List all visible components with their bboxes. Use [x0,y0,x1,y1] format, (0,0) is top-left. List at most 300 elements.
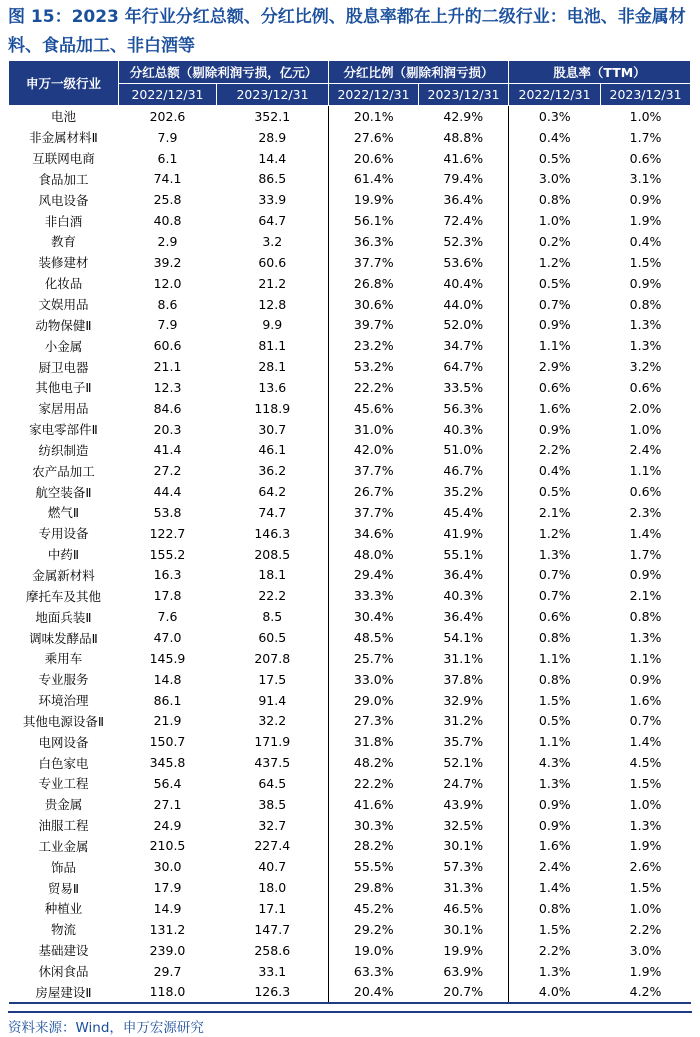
dividend-2023-cell: 22.2 [258,588,287,604]
payout-2023-cell: 42.9% [443,108,484,124]
table-row [9,856,691,877]
payout-2022-cell: 37.7% [329,460,419,481]
table-row [9,314,691,335]
payout-2023-cell: 35.2% [443,484,484,500]
payout-2022-cell: 22.2% [329,773,419,794]
industry-name-cell: 化妆品 [44,276,83,292]
payout-2023-cell: 32.5% [443,817,484,833]
dividend-2023-cell: 146.3 [254,525,291,541]
industry-name-cell: 互联网电商 [32,151,95,167]
industry-name-cell: 家电零部件Ⅱ [29,422,98,438]
payout-2023-cell: 44.0% [443,296,484,312]
yield-2022-cell: 0.6% [509,377,601,398]
payout-2022-cell: 27.3% [329,710,419,731]
table-row [9,565,691,586]
yield-2022-cell: 1.3% [509,773,601,794]
payout-2023-cell: 72.4% [443,213,484,229]
yield-2023-cell: 2.0% [629,400,662,416]
yield-2023-cell: 1.3% [629,317,662,333]
dividend-2023-cell: 21.2 [258,275,287,291]
payout-2022-cell: 19.9% [329,189,419,210]
yield-2023-cell: 0.8% [629,609,662,625]
industry-name-cell: 航空装备Ⅱ [35,484,92,500]
yield-2023-cell: 1.7% [629,546,662,562]
payout-2022-cell: 29.2% [329,919,419,940]
payout-2023-cell: 37.8% [443,671,484,687]
dividend-2022-cell: 40.8 [153,213,182,229]
figure-title: 图 15：2023 年行业分红总额、分红比例、股息率都在上升的二级行业：电池、非金属材料、食品加工、非白酒等 [8,7,686,56]
table-row [9,106,691,127]
industry-name-cell: 贵金属 [44,797,83,813]
table-row [9,460,691,481]
dividend-2023-cell: 147.7 [254,921,291,937]
table-row [9,606,691,627]
payout-2022-cell: 20.1% [329,106,419,127]
payout-2022-cell: 37.7% [329,252,419,273]
dividend-2023-cell: 14.4 [258,150,287,166]
industry-name-cell: 教育 [50,234,76,250]
industry-name-cell: 基础建设 [38,943,89,959]
yield-2022-cell: 1.6% [509,836,601,857]
payout-2023-cell: 34.7% [443,338,484,354]
industry-name-cell: 文娱用品 [38,297,89,313]
payout-2023-cell: 40.4% [443,275,484,291]
yield-2022-cell: 1.1% [509,648,601,669]
payout-2022-cell: 28.2% [329,836,419,857]
industry-name-cell: 燃气Ⅱ [47,505,80,521]
yield-2022-cell: 0.8% [509,189,601,210]
yield-2022-cell: 0.8% [509,898,601,919]
payout-2022-cell: 22.2% [329,377,419,398]
table-row [9,127,691,148]
payout-2023-cell: 41.6% [443,150,484,166]
header-date: 2022/12/31 [119,84,217,106]
payout-2022-cell: 20.6% [329,148,419,169]
payout-2023-cell: 53.6% [443,254,484,270]
table-row [9,690,691,711]
yield-2023-cell: 2.3% [629,504,662,520]
table-row [9,440,691,461]
payout-2022-cell: 33.0% [329,669,419,690]
dividend-2023-cell: 32.7 [258,817,287,833]
table-row [9,169,691,190]
dividend-2023-cell: 60.6 [258,254,287,270]
payout-2023-cell: 54.1% [443,630,484,646]
payout-2022-cell: 42.0% [329,440,419,461]
industry-name-cell: 环境治理 [38,693,89,709]
payout-2022-cell: 19.0% [329,940,419,961]
yield-2023-cell: 1.6% [629,692,662,708]
payout-2023-cell: 24.7% [443,775,484,791]
yield-2022-cell: 1.2% [509,252,601,273]
payout-2023-cell: 30.1% [443,921,484,937]
yield-2022-cell: 4.0% [509,981,601,1003]
industry-name-cell: 休闲食品 [38,964,89,980]
payout-2023-cell: 48.8% [443,129,484,145]
dividend-2022-cell: 14.9 [153,900,182,916]
source-note: 资料来源：Wind，申万宏源研究 [8,1011,692,1036]
yield-2022-cell: 2.2% [509,440,601,461]
yield-2022-cell: 1.3% [509,544,601,565]
table-row [9,752,691,773]
yield-2023-cell: 1.5% [629,880,662,896]
payout-2022-cell: 37.7% [329,502,419,523]
yield-2022-cell: 2.1% [509,502,601,523]
payout-2023-cell: 32.9% [443,692,484,708]
dividend-2022-cell: 60.6 [153,338,182,354]
table-row [9,627,691,648]
dividend-2023-cell: 118.9 [254,400,291,416]
dividend-2022-cell: 39.2 [153,254,182,270]
payout-2023-cell: 79.4% [443,171,484,187]
payout-2023-cell: 33.5% [443,379,484,395]
yield-2022-cell: 0.5% [509,481,601,502]
table-row [9,502,691,523]
yield-2022-cell: 1.0% [509,210,601,231]
yield-2022-cell: 0.5% [509,710,601,731]
yield-2023-cell: 0.8% [629,296,662,312]
table-row [9,877,691,898]
payout-2022-cell: 30.3% [329,815,419,836]
dividend-2023-cell: 208.5 [254,546,291,562]
yield-2023-cell: 2.4% [629,442,662,458]
dividend-2023-cell: 32.2 [258,713,287,729]
payout-2022-cell: 29.8% [329,877,419,898]
dividend-2023-cell: 60.5 [258,630,287,646]
dividend-2022-cell: 27.1 [153,796,182,812]
yield-2023-cell: 1.3% [629,338,662,354]
dividend-2022-cell: 25.8 [153,192,182,208]
payout-2022-cell: 30.4% [329,606,419,627]
dividend-2022-cell: 27.2 [153,463,182,479]
dividend-2022-cell: 84.6 [153,400,182,416]
yield-2023-cell: 2.1% [629,588,662,604]
payout-2022-cell: 48.0% [329,544,419,565]
dividend-2023-cell: 8.5 [262,609,283,625]
dividend-2023-cell: 3.2 [262,233,283,249]
header-date: 2022/12/31 [509,84,601,106]
table-row [9,836,691,857]
yield-2023-cell: 1.0% [629,900,662,916]
industry-name-cell: 小金属 [44,338,83,354]
yield-2022-cell: 0.2% [509,231,601,252]
payout-2023-cell: 64.7% [443,359,484,375]
payout-2022-cell: 36.3% [329,231,419,252]
dividend-2023-cell: 46.1 [258,442,287,458]
dividend-2023-cell: 28.9 [258,129,287,145]
payout-2023-cell: 31.3% [443,880,484,896]
dividend-2022-cell: 21.9 [153,713,182,729]
table-row [9,710,691,731]
payout-2023-cell: 52.0% [443,317,484,333]
payout-2023-cell: 36.4% [443,192,484,208]
table-row [9,294,691,315]
yield-2022-cell: 0.4% [509,460,601,481]
table-row [9,231,691,252]
table-row [9,523,691,544]
table-row [9,773,691,794]
industry-name-cell: 家居用品 [38,401,89,417]
industry-name-cell: 地面兵装Ⅱ [35,609,92,625]
industry-name-cell: 其他电源设备Ⅱ [22,713,105,729]
dividend-2023-cell: 81.1 [258,338,287,354]
dividend-2022-cell: 7.9 [157,129,178,145]
yield-2023-cell: 1.9% [629,213,662,229]
yield-2022-cell: 0.7% [509,294,601,315]
payout-2022-cell: 25.7% [329,648,419,669]
dividend-2022-cell: 6.1 [157,150,178,166]
data-table [8,60,691,1004]
payout-2022-cell: 31.8% [329,731,419,752]
industry-name-cell: 电池 [50,109,76,125]
industry-name-cell: 房屋建设Ⅱ [9,981,119,1003]
yield-2023-cell: 1.0% [629,796,662,812]
dividend-2023-cell: 18.0 [258,880,287,896]
dividend-2023-cell: 17.5 [258,671,287,687]
dividend-2022-cell: 210.5 [149,838,186,854]
table-body [9,106,691,1004]
table-row [9,481,691,502]
yield-2023-cell: 1.3% [629,817,662,833]
payout-2022-cell: 34.6% [329,523,419,544]
industry-name-cell: 农产品加工 [32,463,95,479]
payout-2023-cell: 40.3% [443,588,484,604]
header-date: 2023/12/31 [601,84,691,106]
yield-2023-cell: 0.7% [629,713,662,729]
dividend-2023-cell: 36.2 [258,463,287,479]
payout-2023-cell: 43.9% [443,796,484,812]
payout-2022-cell: 45.6% [329,398,419,419]
yield-2022-cell: 0.6% [509,606,601,627]
dividend-2023-cell: 64.2 [258,484,287,500]
yield-2023-cell: 0.6% [629,484,662,500]
yield-2022-cell: 0.8% [509,627,601,648]
dividend-2022-cell: 29.7 [153,963,182,979]
yield-2023-cell: 3.0% [629,942,662,958]
yield-2022-cell: 1.6% [509,398,601,419]
table-row [9,148,691,169]
yield-2022-cell: 0.5% [509,148,601,169]
dividend-2022-cell: 2.9 [157,233,178,249]
table-row [9,648,691,669]
yield-2022-cell: 1.4% [509,877,601,898]
industry-name-cell: 油服工程 [38,818,89,834]
dividend-2022-cell: 155.2 [149,546,186,562]
payout-2022-cell: 56.1% [329,210,419,231]
dividend-2022-cell: 21.1 [153,359,182,375]
payout-2022-cell: 41.6% [329,794,419,815]
dividend-2023-cell: 207.8 [254,650,291,666]
payout-2023-cell: 41.9% [443,525,484,541]
yield-2022-cell: 1.1% [509,335,601,356]
payout-2022-cell: 26.8% [329,273,419,294]
dividend-2022-cell: 53.8 [153,504,182,520]
dividend-2023-cell: 437.5 [254,755,291,771]
dividend-2023-cell: 38.5 [258,796,287,812]
payout-2023-cell: 46.5% [443,900,484,916]
yield-2022-cell: 2.4% [509,856,601,877]
dividend-2022-cell: 118.0 [119,981,217,1003]
yield-2022-cell: 0.8% [509,669,601,690]
yield-2022-cell: 2.9% [509,356,601,377]
industry-name-cell: 其他电子Ⅱ [35,380,92,396]
table-row [9,585,691,606]
dividend-2022-cell: 44.4 [153,484,182,500]
payout-2022-cell: 39.7% [329,314,419,335]
payout-2022-cell: 31.0% [329,419,419,440]
industry-name-cell: 摩托车及其他 [25,588,101,604]
payout-2023-cell: 19.9% [443,942,484,958]
payout-2023-cell: 52.3% [443,233,484,249]
yield-2023-cell: 1.3% [629,630,662,646]
table-row [9,981,691,1003]
yield-2023-cell: 0.9% [629,567,662,583]
data-table-container [8,60,690,1004]
yield-2023-cell: 0.6% [629,150,662,166]
payout-2022-cell: 61.4% [329,169,419,190]
payout-2023-cell: 57.3% [443,859,484,875]
yield-2022-cell: 1.5% [509,919,601,940]
dividend-2023-cell: 86.5 [258,171,287,187]
dividend-2022-cell: 20.3 [153,421,182,437]
dividend-2022-cell: 150.7 [149,734,186,750]
yield-2023-cell: 4.2% [601,981,691,1003]
dividend-2023-cell: 18.1 [258,567,287,583]
yield-2023-cell: 0.9% [629,192,662,208]
dividend-2023-cell: 64.5 [258,775,287,791]
industry-name-cell: 工业金属 [38,838,89,854]
payout-2023-cell: 35.7% [443,734,484,750]
payout-2023-cell: 31.1% [443,650,484,666]
dividend-2022-cell: 86.1 [153,692,182,708]
table-row [9,419,691,440]
payout-2023-cell: 36.4% [443,567,484,583]
payout-2022-cell: 53.2% [329,356,419,377]
table-row [9,940,691,961]
yield-2022-cell: 0.7% [509,565,601,586]
payout-2022-cell: 55.5% [329,856,419,877]
dividend-2023-cell: 17.1 [258,900,287,916]
industry-name-cell: 种植业 [44,901,83,917]
payout-2022-cell: 48.2% [329,752,419,773]
yield-2023-cell: 1.7% [629,129,662,145]
industry-name-cell: 白色家电 [38,755,89,771]
dividend-2022-cell: 17.9 [153,880,182,896]
table-row [9,794,691,815]
yield-2023-cell: 1.4% [629,525,662,541]
dividend-2022-cell: 7.9 [157,317,178,333]
yield-2023-cell: 1.0% [629,421,662,437]
payout-2023-cell: 56.3% [443,400,484,416]
dividend-2023-cell: 33.9 [258,192,287,208]
table-row [9,731,691,752]
dividend-2023-cell: 126.3 [217,981,329,1003]
yield-2022-cell: 0.9% [509,794,601,815]
dividend-2022-cell: 74.1 [153,171,182,187]
payout-2023-cell: 52.1% [443,755,484,771]
yield-2022-cell: 0.9% [509,314,601,335]
dividend-2022-cell: 30.0 [153,859,182,875]
table-row [9,335,691,356]
payout-2023-cell: 63.9% [443,963,484,979]
dividend-2023-cell: 40.7 [258,859,287,875]
dividend-2022-cell: 12.3 [153,379,182,395]
payout-2023-cell: 20.7% [419,981,509,1003]
yield-2022-cell: 4.3% [509,752,601,773]
yield-2022-cell: 0.9% [509,815,601,836]
dividend-2023-cell: 91.4 [258,692,287,708]
dividend-2022-cell: 202.6 [149,108,186,124]
yield-2023-cell: 1.5% [629,775,662,791]
yield-2023-cell: 4.5% [629,755,662,771]
yield-2022-cell: 0.4% [509,127,601,148]
yield-2023-cell: 1.1% [629,463,662,479]
yield-2022-cell: 1.3% [509,961,601,982]
industry-name-cell: 食品加工 [38,171,89,187]
payout-2022-cell: 29.0% [329,690,419,711]
yield-2023-cell: 2.6% [629,859,662,875]
header-date: 2022/12/31 [329,84,419,106]
payout-2022-cell: 23.2% [329,335,419,356]
yield-2023-cell: 1.0% [629,108,662,124]
yield-2023-cell: 3.1% [629,171,662,187]
header-industry: 申万一级行业 [9,61,119,106]
dividend-2023-cell: 33.1 [258,963,287,979]
header-payout-ratio: 分红比例（剔除利润亏损） [329,61,509,84]
header-dividend-yield: 股息率（TTM） [509,61,691,84]
payout-2022-cell: 26.7% [329,481,419,502]
yield-2022-cell: 3.0% [509,169,601,190]
industry-name-cell: 专用设备 [38,526,89,542]
table-row [9,669,691,690]
yield-2023-cell: 1.9% [629,963,662,979]
industry-name-cell: 专业服务 [38,672,89,688]
dividend-2023-cell: 28.1 [258,359,287,375]
header-date: 2023/12/31 [217,84,329,106]
dividend-2022-cell: 8.6 [157,296,178,312]
dividend-2022-cell: 131.2 [149,921,186,937]
dividend-2023-cell: 227.4 [254,838,291,854]
payout-2023-cell: 46.7% [443,463,484,479]
industry-name-cell: 电网设备 [38,734,89,750]
table-row [9,398,691,419]
yield-2022-cell: 1.1% [509,731,601,752]
yield-2023-cell: 0.9% [629,275,662,291]
yield-2023-cell: 1.4% [629,734,662,750]
table-row [9,961,691,982]
dividend-2022-cell: 14.8 [153,671,182,687]
dividend-2023-cell: 30.7 [258,421,287,437]
industry-name-cell: 饰品 [50,859,76,875]
dividend-2022-cell: 56.4 [153,775,182,791]
yield-2023-cell: 0.6% [629,379,662,395]
payout-2022-cell: 63.3% [329,961,419,982]
dividend-2023-cell: 171.9 [254,734,291,750]
yield-2023-cell: 0.4% [629,233,662,249]
industry-name-cell: 纺织制造 [38,442,89,458]
payout-2022-cell: 29.4% [329,565,419,586]
dividend-2023-cell: 13.6 [258,379,287,395]
dividend-2022-cell: 345.8 [149,755,186,771]
header-dividend-total: 分红总额（剔除利润亏损，亿元） [119,61,329,84]
payout-2023-cell: 31.2% [443,713,484,729]
payout-2022-cell: 45.2% [329,898,419,919]
yield-2023-cell: 1.5% [629,254,662,270]
payout-2023-cell: 30.1% [443,838,484,854]
payout-2022-cell: 30.6% [329,294,419,315]
payout-2023-cell: 36.4% [443,609,484,625]
payout-2023-cell: 40.3% [443,421,484,437]
